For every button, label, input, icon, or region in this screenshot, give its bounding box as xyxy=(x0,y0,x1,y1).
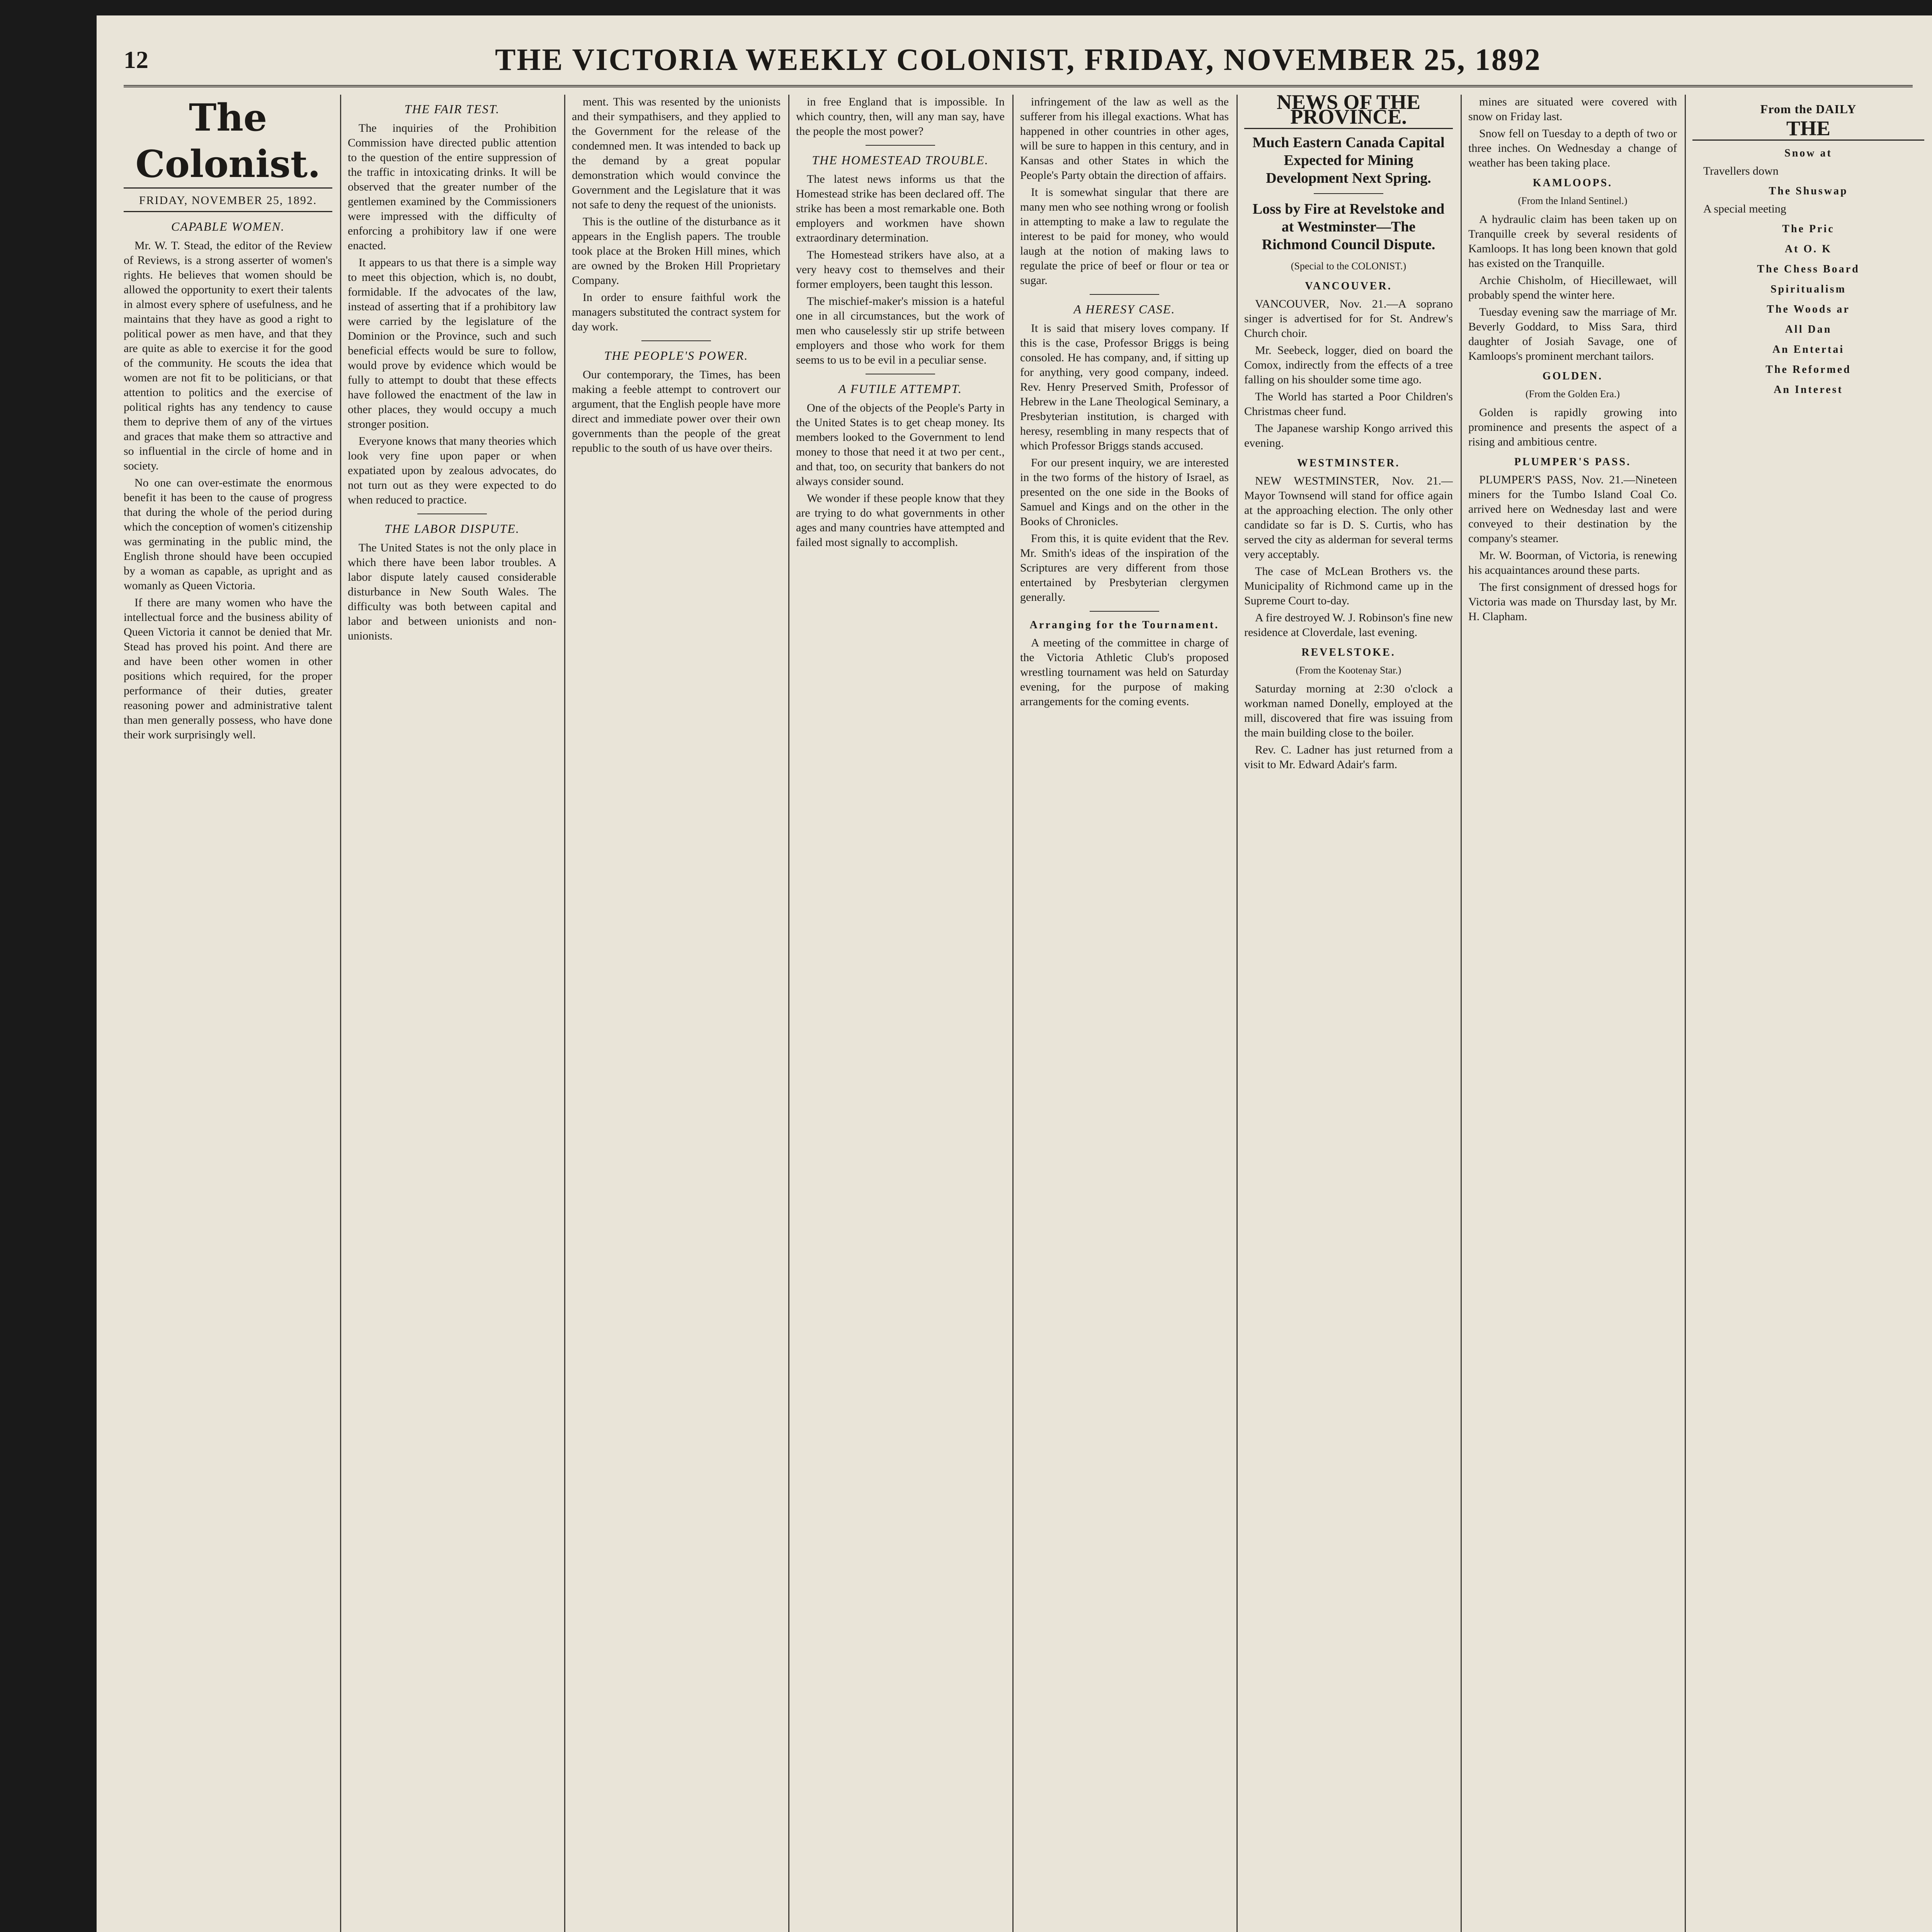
fragment: The Pric xyxy=(1782,223,1835,235)
article-paragraph: The Homestead strikers have also, at a very heavy cost to themselves and their former employers, been taught this lesson. xyxy=(796,248,1005,291)
news-item: PLUMPER'S PASS, Nov. 21.—Nineteen miners for the Tumbo Island Coal Co. arrived here on Wednesday last and were conveyed to their destination by the company's steamer. xyxy=(1468,473,1677,545)
notice-text: A meeting of the committee in charge of the Victoria Athletic Club's proposed wrestling tournament was held on Saturday evening, for the purpose of making arrangements for the coming events. xyxy=(1020,636,1229,708)
fragment: The Chess Board xyxy=(1757,263,1860,275)
column-6 xyxy=(1244,95,1453,1932)
section-heading: KAMLOOPS. xyxy=(1532,177,1613,189)
news-item: Golden is rapidly growing into prominence and presents the aspect of a rising and ambitious centre. xyxy=(1468,406,1677,448)
fragment: Snow at xyxy=(1784,147,1832,159)
province-news-heading: NEWS OF THE PROVINCE. xyxy=(1244,95,1453,129)
column-rule xyxy=(564,95,565,1932)
article-paragraph: The mischief-maker's mission is a hateful one in all circumstances, but the work of men who causelessly stir up strife between employers and those who work for them seems to us to be evil in a peculiar sense. xyxy=(796,295,1005,366)
news-item: Snow fell on Tuesday to a depth of two or three inches. On Wednesday a change of weather has been taking place. xyxy=(1468,127,1677,169)
column-1 xyxy=(124,95,332,1932)
fragment: An Entertai xyxy=(1772,344,1845,355)
news-item: Mr. W. Boorman, of Victoria, is renewing his acquaintances around these parts. xyxy=(1468,549,1677,577)
article-paragraph: In order to ensure faithful work the managers substituted the contract system for day work. xyxy=(572,291,781,333)
fragment: All Dan xyxy=(1785,323,1832,335)
news-item: The Japanese warship Kongo arrived this evening. xyxy=(1244,422,1453,449)
article-heading: THE FAIR TEST. xyxy=(404,102,500,116)
column-rule xyxy=(788,95,789,1932)
news-item: A hydraulic claim has been taken up on Tranquille creek by several residents of Kamloops. It has long been known that gold has existed on the Tranquille. xyxy=(1468,213,1677,270)
article-paragraph: It appears to us that there is a simple way to meet this objection, which is, no doubt, formidable. If the advocates of the law, instead of asserting that if a prohibitory law were carried by the legislature of the Dominion or the Province, such and such beneficial effects would be sure to follow, would prove by evidence which would be fully to attempt to doubt that these effects have followed the enactment of the law in other places, they would occupy a much stronger position. xyxy=(348,256,556,430)
section-heading: WESTMINSTER. xyxy=(1297,457,1400,469)
source-note: (From the Inland Sentinel.) xyxy=(1518,195,1628,206)
section-heading: PLUMPER'S PASS. xyxy=(1514,456,1631,468)
article-heading: A FUTILE ATTEMPT. xyxy=(838,382,962,396)
article-paragraph: Our contemporary, the Times, has been making a feeble attempt to controvert our argument, that the English people have more direct and immediate power over their own governments than the people of the great republic to the south of us have over theirs. xyxy=(572,368,781,454)
article-paragraph: in free England that is impossible. In which country, then, will any man say, have the people the most power? xyxy=(796,95,1005,138)
section-divider xyxy=(1090,294,1159,295)
article-paragraph: Mr. W. T. Stead, the editor of the Review of Reviews, is a strong asserter of women's rights. He believes that women should be allowed the opportunity to exert their talents in almost every sphere of usefulness, and he maintains that they have as good a right to political power as men have, and that they are quite as able to exercise it for the good of the community. He scouts the idea that women are not fit to be politicians, or that attention to politics and the exercise of political rights has any tendency to cause them to deprive them of any of the virtues and graces that make them so attractive and so influential in the circle of home and in society. xyxy=(124,239,332,472)
dateline: FRIDAY, NOVEMBER 25, 1892. xyxy=(124,191,332,212)
fragment: A special meeting xyxy=(1703,202,1786,215)
news-item: The first consignment of dressed hogs for Victoria was made on Thursday last, by Mr. H. Clapham. xyxy=(1468,581,1677,623)
fragment: THE xyxy=(1692,121,1924,141)
running-head xyxy=(124,39,1913,87)
section-heading: GOLDEN. xyxy=(1542,370,1603,382)
news-item: VANCOUVER, Nov. 21.—A soprano singer is advertised for for St. Andrew's Church choir. xyxy=(1244,298,1453,340)
paper-header: THE VICTORIA WEEKLY COLONIST, FRIDAY, NOVEMBER 25, 1892 xyxy=(495,43,1541,77)
section-divider xyxy=(1314,193,1383,194)
article-paragraph: If there are many women who have the intellectual force and the business ability of Queen Victoria it cannot be denied that Mr. Stead has proved his point. And there are and have been other women in other positions which required, for the proper performance of their duties, greater reasoning power and administrative talent than men generally possess, who have done their work surprisingly well. xyxy=(124,596,332,741)
news-item: A fire destroyed W. J. Robinson's fine new residence at Cloverdale, last evening. xyxy=(1244,611,1453,639)
news-item: mines are situated were covered with snow on Friday last. xyxy=(1468,95,1677,123)
news-item: NEW WESTMINSTER, Nov. 21.—Mayor Townsend will stand for office again at the approaching election. The only other candidate so far is D. S. Curtis, who has served the city as alderman for several terms very acceptably. xyxy=(1244,474,1453,561)
column-rule xyxy=(1461,95,1462,1932)
article-paragraph: It is said that misery loves company. If this is the case, Professor Briggs is being consoled. He has company, and, if sitting up for anything, very good company, indeed. Rev. Henry Preserved Smith, Professor of Hebrew in the Lane Theological Seminary, a Presbyterian institution, is charged with heresy, resembling in many respects that of which Professor Briggs stands accused. xyxy=(1020,322,1229,452)
article-paragraph: ment. This was resented by the unionists and their sympathisers, and they applied to the Government for the release of the condemned men. It was intended to back up the demand by a great popular demonstration which would convince the Government and the Legislature that it was not safe to deny the request of the unionists. xyxy=(572,95,781,211)
article-heading: CAPABLE WOMEN. xyxy=(171,219,285,233)
article-paragraph: One of the objects of the People's Party in the United States is to get cheap money. Its members looked to the Government to lend money to those that need it at two per cent., and that, too, on security that bankers do not always consider sound. xyxy=(796,401,1005,488)
article-paragraph: Everyone knows that many theories which look very fine upon paper or when expatiated upon by zealous advocates, do not turn out as they were expected to do when reduced to practice. xyxy=(348,435,556,506)
fragment: The Reformed xyxy=(1765,364,1851,376)
article-paragraph: No one can over-estimate the enormous benefit it has been to the cause of progress that during the whole of the period during which the conception of women's citizenship was germinating in the public mind, the English throne should have been occupied by a woman as capable, as upright and as womanly as Queen Victoria. xyxy=(124,476,332,592)
article-paragraph: From this, it is quite evident that the Rev. Mr. Smith's ideas of the inspiration of the Scriptures are very different from those entertained by Presbyterian clergymen generally. xyxy=(1020,532,1229,604)
fragment: The Woods ar xyxy=(1767,303,1850,315)
section-heading: VANCOUVER. xyxy=(1305,280,1392,292)
special-note: (Special to the COLONIST.) xyxy=(1291,260,1406,272)
fragment: At O. K xyxy=(1784,243,1832,255)
article-paragraph: We wonder if these people know that they are trying to do what governments in other ages and many countries have attempted and failed most signally to accomplish. xyxy=(796,492,1005,549)
article-heading: A HERESY CASE. xyxy=(1073,302,1175,316)
news-item: Saturday morning at 2:30 o'clock a workman named Donelly, employed at the mill, discovered that fire was issuing from the main building close to the boiler. xyxy=(1244,682,1453,739)
fragment: Spiritualism xyxy=(1770,283,1846,295)
column-4 xyxy=(796,95,1005,1932)
news-item: Rev. C. Ladner has just returned from a visit to Mr. Edward Adair's farm. xyxy=(1244,743,1453,771)
column-2 xyxy=(348,95,556,1932)
news-item: Mr. Seebeck, logger, died on board the Comox, indirectly from the effects of a tree falling on his shoulder some time ago. xyxy=(1244,344,1453,386)
fragment: Travellers down xyxy=(1703,165,1779,177)
section-heading: REVELSTOKE. xyxy=(1301,646,1396,658)
article-paragraph: For our present inquiry, we are interested in the two forms of the history of Israel, as presented on the one side in the Books of Samuel and Kings and on the other in the Books of Chronicles. xyxy=(1020,456,1229,528)
column-8-cropped xyxy=(1692,95,1924,1932)
fragment: From the DAILY xyxy=(1760,102,1857,116)
article-paragraph: This is the outline of the disturbance as it appears in the English papers. The trouble took place at the Broken Hill mines, which are owned by the Broken Hill Proprietary Company. xyxy=(572,215,781,287)
headline-deck: Much Eastern Canada Capital Expected for Mining Development Next Spring. xyxy=(1252,134,1445,186)
column-rule xyxy=(1685,95,1686,1932)
section-divider xyxy=(641,340,711,341)
newspaper-page xyxy=(97,15,1932,1932)
news-item: Tuesday evening saw the marriage of Mr. Beverly Goddard, to Miss Sara, third daughter of Josiah Savage, one of Kamloops's prominent merchant tailors. xyxy=(1468,306,1677,362)
article-paragraph: The inquiries of the Prohibition Commission have directed public attention to the question of the entire suppression of the traffic in intoxicating drinks. It will be observed that the greater number of the gentlemen examined by the Commissioners were impressed with the difficulty of enforcing a prohibitory law if one were enacted. xyxy=(348,122,556,252)
notice-heading: Arranging for the Tournament. xyxy=(1029,619,1219,631)
section-divider xyxy=(1090,611,1159,612)
news-item: Archie Chisholm, of Hiecillewaet, will probably spend the winter here. xyxy=(1468,274,1677,301)
fragment: The Shuswap xyxy=(1769,185,1848,197)
article-heading: THE LABOR DISPUTE. xyxy=(384,522,520,536)
article-paragraph: The latest news informs us that the Homestead strike has been declared off. The strike has been a most remarkable one. Both employers and workmen have shown extraordinary determination. xyxy=(796,173,1005,244)
source-note: (From the Kootenay Star.) xyxy=(1296,665,1401,676)
news-item: The World has started a Poor Children's Christmas cheer fund. xyxy=(1244,390,1453,418)
article-paragraph: It is somewhat singular that there are many men who see nothing wrong or foolish in attempting to make a law to regulate the interest to be paid for money, who would laugh at the notion of making laws to regulate the price of beef or flour or tea or sugar. xyxy=(1020,186,1229,287)
column-7 xyxy=(1468,95,1677,1932)
fragment: An Interest xyxy=(1774,384,1843,396)
article-paragraph: infringement of the law as well as the sufferer from his illegal exactions. What has happened in other countries in other ages, will be sure to happen in this century, and in Kansas and other States in which the People's Party obtain the direction of affairs. xyxy=(1020,95,1229,182)
source-note: (From the Golden Era.) xyxy=(1525,388,1620,400)
masthead: The Colonist. xyxy=(124,95,332,189)
column-rule xyxy=(1236,95,1238,1932)
section-divider xyxy=(866,145,935,146)
article-heading: THE PEOPLE'S POWER. xyxy=(604,349,748,362)
article-heading: THE HOMESTEAD TROUBLE. xyxy=(812,153,989,167)
page-number: 12 xyxy=(124,46,148,73)
column-5 xyxy=(1020,95,1229,1932)
news-item: The case of McLean Brothers vs. the Municipality of Richmond came up in the Supreme Court to-day. xyxy=(1244,565,1453,607)
article-paragraph: The United States is not the only place in which there have been labor troubles. A labor dispute lately caused considerable disturbance in New South Wales. The difficulty was both between capital and labor and between unionists and non-unionists. xyxy=(348,541,556,642)
column-3 xyxy=(572,95,781,1932)
column-rule xyxy=(1012,95,1014,1932)
headline-deck: Loss by Fire at Revelstoke and at Westminster—The Richmond Council Dispute. xyxy=(1252,201,1445,253)
column-rule xyxy=(340,95,341,1932)
